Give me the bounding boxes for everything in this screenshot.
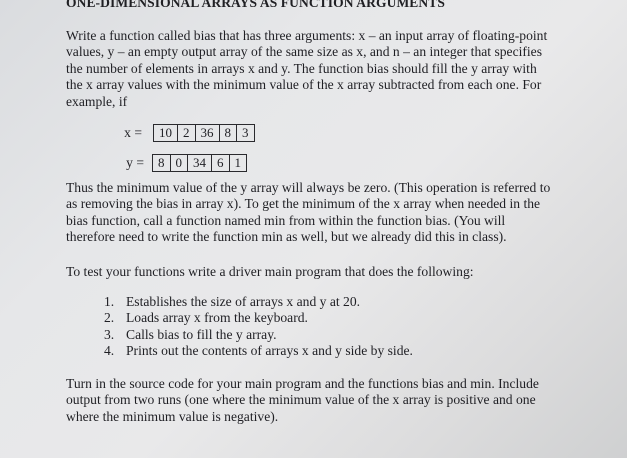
array-x-cells — [153, 124, 255, 142]
page-heading: ONE-DIMENSIONAL ARRAYS AS FUNCTION ARGUMENTS — [66, 0, 445, 10]
list-item — [104, 343, 413, 359]
text-line: bias function, call a function named min from within the function bias. (You will — [66, 212, 506, 228]
explanation-paragraph — [66, 180, 586, 246]
turnin-paragraph — [66, 376, 586, 425]
list-text: Loads array x from the keyboard. — [126, 310, 308, 326]
intro-paragraph — [66, 28, 586, 110]
list-item — [104, 327, 413, 343]
array-x-example — [107, 124, 255, 142]
array-cell: 36 — [196, 125, 220, 141]
array-y-label: y = — [126, 155, 144, 170]
list-number: 2. — [104, 310, 115, 326]
text-line: output from two runs (one where the minimum value of the x array is positive and one — [66, 392, 536, 408]
test-paragraph — [66, 264, 586, 280]
list-item — [104, 310, 413, 326]
text-line: Turn in the source code for your main program and the functions bias and min. Include — [66, 376, 539, 391]
array-cell: 2 — [178, 125, 196, 141]
list-number: 4. — [104, 343, 115, 359]
text-line: Thus the minimum value of the y array will always be zero. (This operation is referred to — [66, 180, 551, 195]
array-cell: 8 — [220, 125, 238, 141]
text-line: Write a function called bias that has three arguments: x – an input array of floating-point — [66, 28, 548, 43]
array-cell: 8 — [153, 155, 171, 171]
list-text: Prints out the contents of arrays x and y side by side. — [126, 343, 413, 359]
text-line: the number of elements in arrays x and y. The function bias should fill the y array with — [66, 60, 537, 76]
array-y-example — [106, 154, 247, 172]
steps-list — [104, 294, 413, 360]
array-cell: 1 — [234, 155, 241, 170]
text-line: To test your functions write a driver main program that does the following: — [66, 264, 474, 279]
array-cell: 6 — [212, 155, 230, 171]
list-text: Establishes the size of arrays x and y at 20. — [126, 294, 361, 309]
list-item — [104, 294, 413, 310]
text-line: the x array values with the minimum value of the x array subtracted from each one. For — [66, 77, 542, 93]
array-cell: 34 — [188, 155, 212, 171]
list-number: 3. — [104, 326, 115, 342]
list-number: 1. — [104, 294, 115, 309]
text-line: values, y – an empty output array of the same size as x, and n – an integer that specifies — [66, 44, 543, 60]
text-line: as removing the bias in array x). To get the minimum of the x array when needed in the — [66, 196, 541, 212]
array-y-cells — [152, 154, 247, 172]
list-text: Calls bias to fill the y array. — [126, 326, 277, 342]
text-line: therefore need to write the function min as well, but we already did this in class). — [66, 229, 507, 245]
array-cell: 0 — [171, 155, 189, 171]
array-x-label: x = — [124, 125, 142, 140]
array-cell: 10 — [154, 125, 178, 141]
array-cell: 3 — [242, 125, 249, 140]
text-line: where the minimum value is negative). — [66, 408, 279, 424]
text-line: example, if — [66, 93, 128, 109]
